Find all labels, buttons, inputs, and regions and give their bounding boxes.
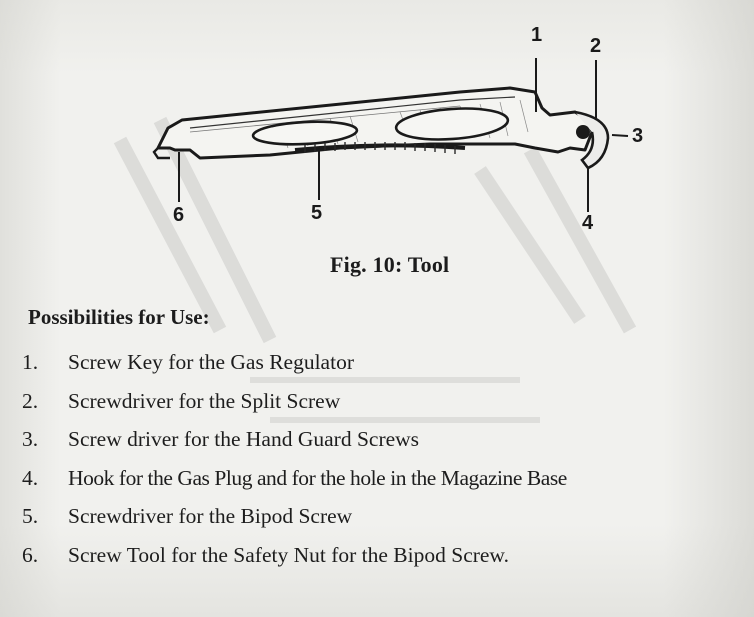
list-item bbox=[22, 343, 742, 382]
callout-6: 6 bbox=[173, 204, 185, 226]
list-item bbox=[22, 536, 742, 575]
callout-3: 3 bbox=[632, 125, 644, 147]
list-item-text: Screw driver for the Hand Guard Screws bbox=[68, 427, 420, 451]
uses-list bbox=[22, 343, 742, 574]
list-item-text: Screw Key for the Gas Regulator bbox=[68, 350, 354, 374]
list-item-number: 3. bbox=[22, 427, 39, 451]
list-item-text: Screwdriver for the Split Screw bbox=[68, 388, 341, 413]
list-item-number: 5. bbox=[22, 504, 39, 528]
list-item-text: Hook for the Gas Plug and for the hole in the Magazine Base bbox=[68, 465, 567, 490]
callout-2: 2 bbox=[590, 35, 602, 57]
callout-4: 4 bbox=[582, 212, 594, 234]
leader-line-3 bbox=[612, 135, 628, 136]
list-item-number: 4. bbox=[22, 465, 39, 490]
section-heading: Possibilities for Use: bbox=[28, 305, 210, 329]
list-item bbox=[22, 382, 742, 421]
callout-1: 1 bbox=[531, 24, 543, 46]
list-item-number: 6. bbox=[22, 542, 39, 567]
list-item bbox=[22, 459, 742, 498]
list-item bbox=[22, 497, 742, 536]
list-item-text: Screw Tool for the Safety Nut for the Bipod Screw. bbox=[68, 542, 509, 567]
figure-caption: Fig. 10: Tool bbox=[330, 252, 450, 277]
list-item-number: 1. bbox=[22, 350, 39, 374]
list-item-text: Screwdriver for the Bipod Screw bbox=[68, 504, 353, 528]
list-item bbox=[22, 420, 742, 459]
callout-5: 5 bbox=[311, 202, 323, 224]
list-item-number: 2. bbox=[22, 388, 39, 413]
